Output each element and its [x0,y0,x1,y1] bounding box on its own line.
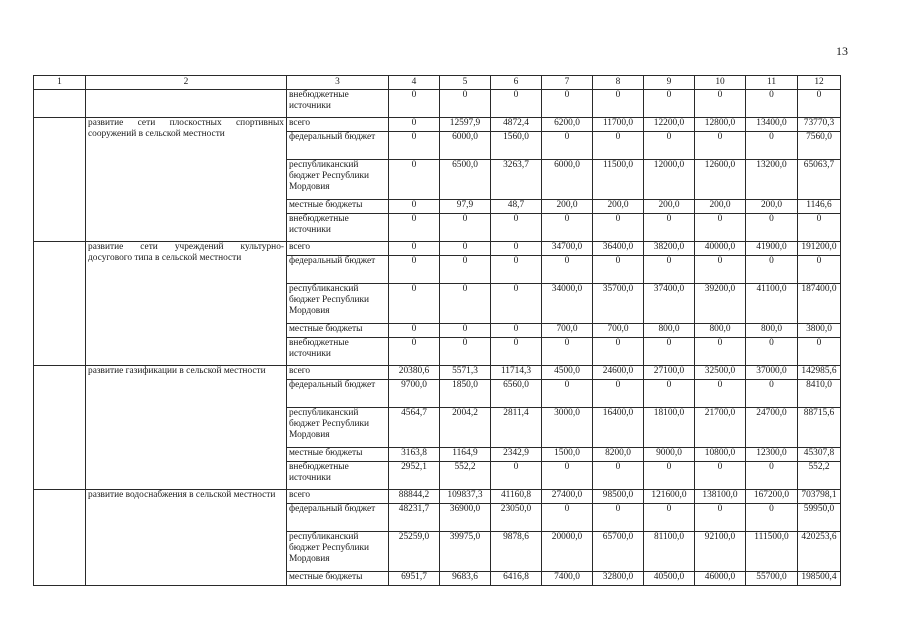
value-cell: 0 [746,504,798,532]
value-cell: 0 [593,462,644,490]
value-cell: 0 [440,338,491,366]
value-cell: 6951,7 [389,572,440,586]
value-cell: 11700,0 [593,118,644,132]
value-cell: 38200,0 [644,242,695,256]
value-cell: 200,0 [746,200,798,214]
header-cell: 5 [440,76,491,90]
value-cell: 0 [746,214,798,242]
source-cell: местные бюджеты [287,448,389,462]
value-cell: 24700,0 [746,408,798,448]
value-cell: 24600,0 [593,366,644,380]
value-cell: 0 [644,504,695,532]
value-cell: 0 [440,242,491,256]
value-cell: 0 [746,132,798,160]
value-cell: 40500,0 [644,572,695,586]
value-cell: 2952,1 [389,462,440,490]
value-cell: 800,0 [644,324,695,338]
value-cell: 32500,0 [695,366,746,380]
value-cell: 0 [389,242,440,256]
value-cell: 1164,9 [440,448,491,462]
table-row [34,242,841,256]
source-cell: федеральный бюджет [287,132,389,160]
value-cell: 27400,0 [542,490,593,504]
value-cell: 0 [593,338,644,366]
value-cell: 0 [798,214,841,242]
value-cell: 3263,7 [491,160,542,200]
value-cell: 12800,0 [695,118,746,132]
source-cell: всего [287,490,389,504]
value-cell: 0 [695,256,746,284]
value-cell: 36900,0 [440,504,491,532]
value-cell: 16400,0 [593,408,644,448]
value-cell: 0 [440,284,491,324]
value-cell: 13400,0 [746,118,798,132]
value-cell: 0 [695,338,746,366]
value-cell: 0 [695,90,746,118]
header-cell: 6 [491,76,542,90]
value-cell: 121600,0 [644,490,695,504]
value-cell: 0 [542,256,593,284]
value-cell: 167200,0 [746,490,798,504]
direction-cell: развитие водоснабжения в сельской местности [86,490,287,586]
value-cell: 0 [440,214,491,242]
value-cell: 0 [491,214,542,242]
value-cell: 35700,0 [593,284,644,324]
value-cell: 0 [542,214,593,242]
value-cell: 0 [798,256,841,284]
value-cell: 0 [491,338,542,366]
value-cell: 0 [389,214,440,242]
value-cell: 3000,0 [542,408,593,448]
header-cell: 8 [593,76,644,90]
value-cell: 7560,0 [798,132,841,160]
source-cell: республиканский бюджет Республики Мордовия [287,284,389,324]
value-cell: 0 [389,324,440,338]
value-cell: 1500,0 [542,448,593,462]
header-cell: 11 [746,76,798,90]
value-cell: 138100,0 [695,490,746,504]
value-cell: 48,7 [491,200,542,214]
value-cell: 0 [695,132,746,160]
source-cell: местные бюджеты [287,324,389,338]
source-cell: республиканский бюджет Республики Мордовия [287,408,389,448]
value-cell: 0 [644,90,695,118]
value-cell: 0 [746,380,798,408]
value-cell: 9700,0 [389,380,440,408]
header-cell: 10 [695,76,746,90]
value-cell: 65700,0 [593,532,644,572]
value-cell: 36400,0 [593,242,644,256]
value-cell: 11500,0 [593,160,644,200]
value-cell: 37400,0 [644,284,695,324]
value-cell: 0 [440,324,491,338]
value-cell: 7400,0 [542,572,593,586]
value-cell: 0 [491,90,542,118]
value-cell: 200,0 [593,200,644,214]
value-cell: 700,0 [593,324,644,338]
direction-cell: развитие сети плоскостных спортивных сооружений в сельской местности [86,118,287,242]
value-cell: 800,0 [695,324,746,338]
value-cell: 200,0 [542,200,593,214]
value-cell: 0 [389,132,440,160]
value-cell: 0 [542,132,593,160]
value-cell: 0 [798,338,841,366]
value-cell: 0 [644,338,695,366]
value-cell: 9000,0 [644,448,695,462]
value-cell: 97,9 [440,200,491,214]
value-cell: 2004,2 [440,408,491,448]
value-cell: 111500,0 [746,532,798,572]
value-cell: 5571,3 [440,366,491,380]
header-cell: 12 [798,76,841,90]
value-cell: 2342,9 [491,448,542,462]
value-cell: 1560,0 [491,132,542,160]
value-cell: 12000,0 [644,160,695,200]
value-cell: 0 [746,462,798,490]
source-cell: внебюджетные источники [287,90,389,118]
value-cell: 0 [695,504,746,532]
value-cell: 18100,0 [644,408,695,448]
value-cell: 200,0 [695,200,746,214]
value-cell: 12200,0 [644,118,695,132]
value-cell: 73770,3 [798,118,841,132]
source-cell: местные бюджеты [287,572,389,586]
value-cell: 700,0 [542,324,593,338]
source-cell: республиканский бюджет Республики Мордовия [287,532,389,572]
value-cell: 552,2 [798,462,841,490]
value-cell: 0 [389,338,440,366]
value-cell: 0 [389,90,440,118]
value-cell: 0 [491,284,542,324]
source-cell: местные бюджеты [287,200,389,214]
value-cell: 6000,0 [440,132,491,160]
header-row [34,76,841,90]
value-cell: 37000,0 [746,366,798,380]
value-cell: 39200,0 [695,284,746,324]
value-cell: 8200,0 [593,448,644,462]
value-cell: 0 [389,200,440,214]
value-cell: 703798,1 [798,490,841,504]
value-cell: 40000,0 [695,242,746,256]
value-cell: 0 [389,160,440,200]
source-cell: всего [287,366,389,380]
source-cell: республиканский бюджет Республики Мордовия [287,160,389,200]
value-cell: 8410,0 [798,380,841,408]
value-cell: 12597,9 [440,118,491,132]
value-cell: 0 [491,256,542,284]
source-cell: федеральный бюджет [287,504,389,532]
value-cell: 0 [542,380,593,408]
value-cell: 0 [695,214,746,242]
value-cell: 88715,6 [798,408,841,448]
value-cell: 552,2 [440,462,491,490]
direction-cell [86,90,287,118]
header-cell: 2 [86,76,287,90]
value-cell: 9683,6 [440,572,491,586]
value-cell: 81100,0 [644,532,695,572]
value-cell: 0 [593,132,644,160]
value-cell: 0 [644,214,695,242]
value-cell: 21700,0 [695,408,746,448]
value-cell: 6200,0 [542,118,593,132]
value-cell: 0 [644,132,695,160]
value-cell: 0 [746,256,798,284]
header-cell: 7 [542,76,593,90]
value-cell: 41160,8 [491,490,542,504]
source-cell: внебюджетные источники [287,214,389,242]
row-number-cell [34,242,86,366]
value-cell: 0 [746,338,798,366]
value-cell: 0 [593,380,644,408]
row-number-cell [34,118,86,242]
source-cell: федеральный бюджет [287,380,389,408]
value-cell: 27100,0 [644,366,695,380]
row-number-cell [34,366,86,490]
value-cell: 0 [644,256,695,284]
value-cell: 0 [593,504,644,532]
budget-table [33,75,841,586]
source-cell: федеральный бюджет [287,256,389,284]
value-cell: 0 [798,90,841,118]
value-cell: 191200,0 [798,242,841,256]
value-cell: 0 [491,462,542,490]
value-cell: 0 [491,242,542,256]
value-cell: 1146,6 [798,200,841,214]
value-cell: 2811,4 [491,408,542,448]
row-number-cell [34,90,86,118]
value-cell: 0 [695,380,746,408]
value-cell: 0 [746,90,798,118]
value-cell: 6500,0 [440,160,491,200]
value-cell: 41900,0 [746,242,798,256]
row-number-cell [34,490,86,586]
value-cell: 0 [389,256,440,284]
value-cell: 200,0 [644,200,695,214]
value-cell: 34700,0 [542,242,593,256]
value-cell: 11714,3 [491,366,542,380]
source-cell: внебюджетные источники [287,462,389,490]
value-cell: 13200,0 [746,160,798,200]
value-cell: 32800,0 [593,572,644,586]
value-cell: 4564,7 [389,408,440,448]
value-cell: 48231,7 [389,504,440,532]
value-cell: 142985,6 [798,366,841,380]
value-cell: 0 [542,338,593,366]
value-cell: 46000,0 [695,572,746,586]
value-cell: 0 [593,256,644,284]
value-cell: 10800,0 [695,448,746,462]
value-cell: 198500,4 [798,572,841,586]
value-cell: 1850,0 [440,380,491,408]
value-cell: 6000,0 [542,160,593,200]
value-cell: 92100,0 [695,532,746,572]
source-cell: всего [287,242,389,256]
value-cell: 6560,0 [491,380,542,408]
source-cell: всего [287,118,389,132]
value-cell: 0 [644,380,695,408]
value-cell: 3163,8 [389,448,440,462]
value-cell: 39975,0 [440,532,491,572]
direction-cell: развитие газификации в сельской местности [86,366,287,490]
value-cell: 0 [593,90,644,118]
source-cell: внебюджетные источники [287,338,389,366]
value-cell: 9878,6 [491,532,542,572]
table-row [34,366,841,380]
value-cell: 0 [491,324,542,338]
value-cell: 4872,4 [491,118,542,132]
value-cell: 0 [542,504,593,532]
table-row [34,118,841,132]
value-cell: 41100,0 [746,284,798,324]
header-cell: 1 [34,76,86,90]
table-body [34,76,841,586]
value-cell: 0 [389,118,440,132]
value-cell: 0 [542,462,593,490]
value-cell: 55700,0 [746,572,798,586]
header-cell: 3 [287,76,389,90]
value-cell: 6416,8 [491,572,542,586]
value-cell: 23050,0 [491,504,542,532]
value-cell: 20380,6 [389,366,440,380]
value-cell: 12600,0 [695,160,746,200]
value-cell: 0 [695,462,746,490]
value-cell: 34000,0 [542,284,593,324]
value-cell: 420253,6 [798,532,841,572]
value-cell: 0 [389,284,440,324]
value-cell: 65063,7 [798,160,841,200]
header-cell: 9 [644,76,695,90]
page-number: 13 [836,44,848,58]
value-cell: 98500,0 [593,490,644,504]
table-row [34,90,841,118]
value-cell: 4500,0 [542,366,593,380]
value-cell: 12300,0 [746,448,798,462]
value-cell: 3800,0 [798,324,841,338]
value-cell: 25259,0 [389,532,440,572]
header-cell: 4 [389,76,440,90]
value-cell: 45307,8 [798,448,841,462]
value-cell: 88844,2 [389,490,440,504]
value-cell: 187400,0 [798,284,841,324]
value-cell: 800,0 [746,324,798,338]
value-cell: 59950,0 [798,504,841,532]
value-cell: 0 [542,90,593,118]
value-cell: 0 [440,90,491,118]
value-cell: 20000,0 [542,532,593,572]
value-cell: 0 [440,256,491,284]
value-cell: 0 [593,214,644,242]
direction-cell: развитие сети учреждений культурно-досугового типа в сельской местности [86,242,287,366]
table-row [34,490,841,504]
value-cell: 109837,3 [440,490,491,504]
value-cell: 0 [644,462,695,490]
